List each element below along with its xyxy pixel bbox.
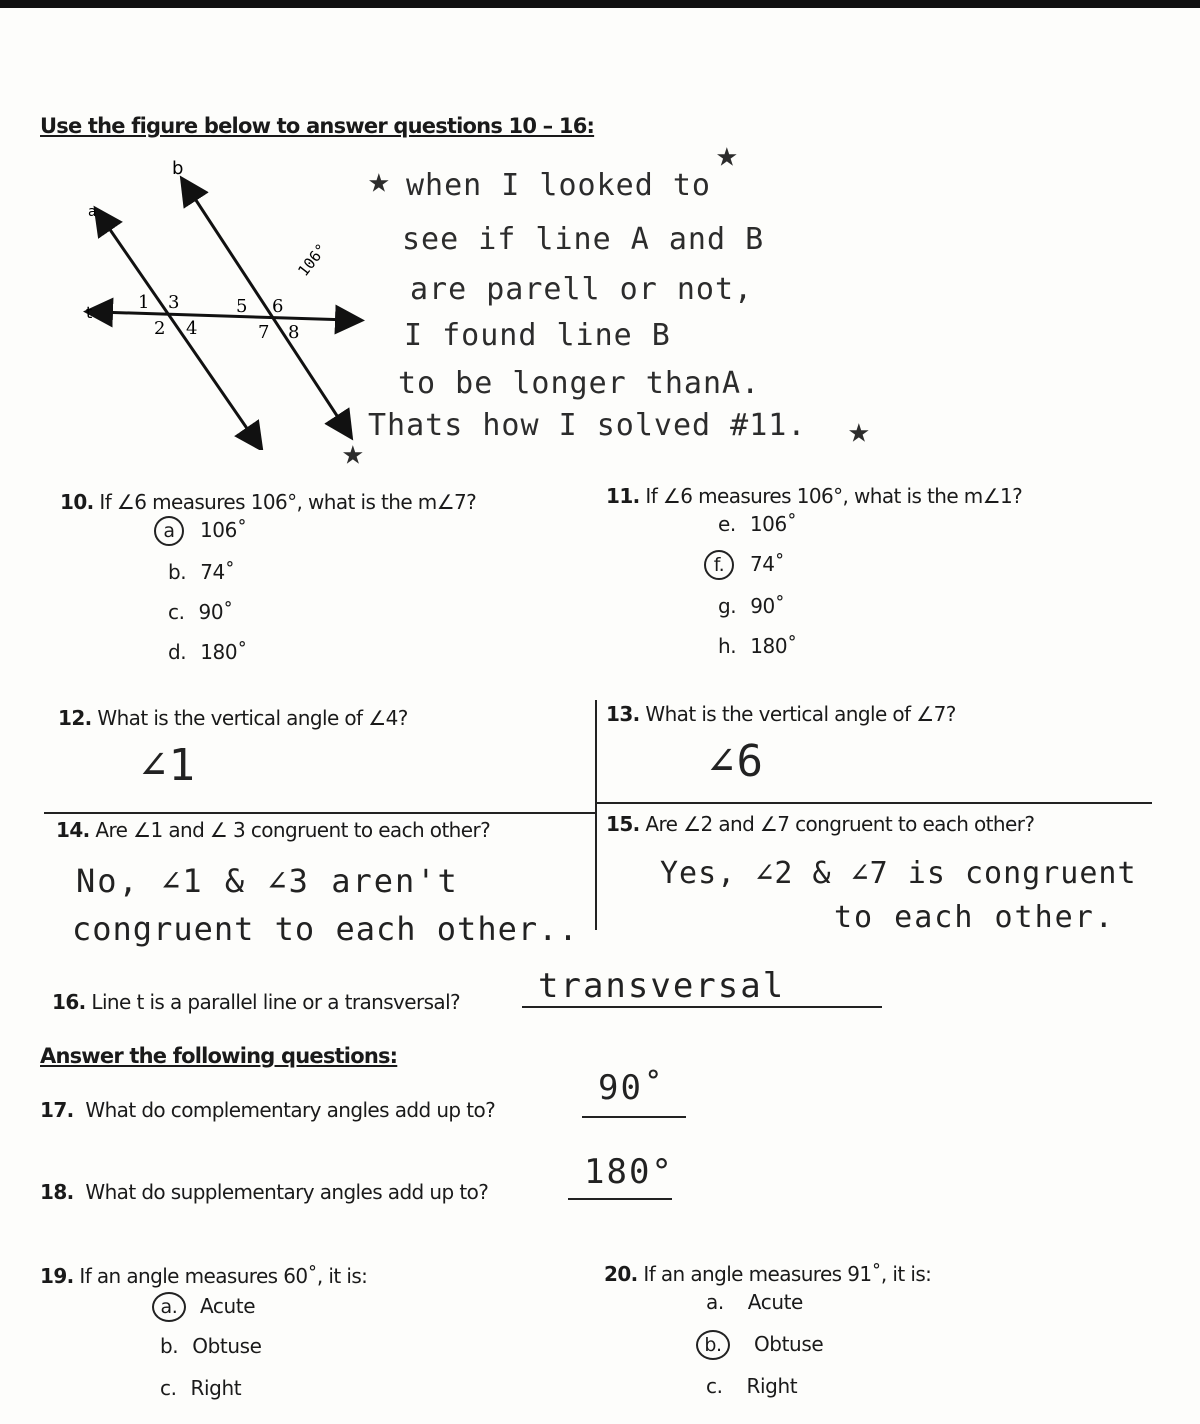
question-number: 12. [58, 706, 92, 730]
circled-letter: b. [696, 1330, 730, 1360]
question-number: 13. [606, 702, 640, 726]
question-16 [52, 990, 460, 1014]
option-value: 90˚ [750, 594, 785, 618]
option-value: Obtuse [192, 1334, 262, 1358]
question-text: Line t is a parallel line or a transversal? [91, 990, 461, 1014]
q10-option-b[interactable] [168, 560, 234, 584]
section-heading-following: Answer the following questions: [40, 1044, 398, 1068]
divider-horizontal-left [44, 812, 596, 814]
angle-label-1: 1 [138, 292, 150, 313]
angle-label-8: 8 [288, 322, 300, 343]
q18-answer-line [568, 1198, 672, 1200]
question-13 [606, 702, 956, 726]
q20-option-a[interactable] [706, 1290, 803, 1314]
q19-option-b[interactable] [160, 1334, 262, 1358]
divider-horizontal-right [596, 802, 1152, 804]
question-text: What is the vertical angle of ∠4? [97, 706, 408, 730]
angle-6-marking: 106° [294, 240, 331, 280]
angle-label-2: 2 [154, 318, 166, 339]
question-text: What is the vertical angle of ∠7? [645, 702, 956, 726]
angle-label-5: 5 [236, 296, 248, 317]
option-value: 106˚ [199, 518, 247, 542]
q11-option-e[interactable] [718, 512, 796, 536]
option-value: 180˚ [750, 634, 797, 658]
question-17 [40, 1098, 495, 1122]
line-b [188, 188, 345, 428]
q19-option-c[interactable] [160, 1376, 241, 1400]
question-text: If ∠6 measures 106°, what is the m∠7? [99, 490, 477, 514]
question-number: 20. [604, 1262, 638, 1286]
option-letter: a. [706, 1290, 724, 1314]
q10-option-d[interactable] [168, 640, 247, 664]
option-value: 180˚ [200, 640, 247, 664]
question-18 [40, 1180, 488, 1204]
q10-option-c[interactable] [168, 600, 233, 624]
q11-option-f[interactable] [704, 550, 784, 580]
q19-option-a[interactable] [152, 1292, 255, 1322]
q16-answer[interactable]: transversal [538, 966, 786, 1006]
q16-answer-line [522, 1006, 882, 1008]
angle-label-4: 4 [186, 318, 198, 339]
option-value: 74˚ [749, 552, 785, 576]
option-letter: b. [160, 1334, 179, 1358]
q15-answer-line-2[interactable]: to each other. [834, 900, 1115, 935]
question-12 [58, 706, 408, 730]
q15-answer-line-1[interactable]: Yes, ∠2 & ∠7 is congruent [660, 856, 1137, 891]
circled-letter: a. [152, 1292, 186, 1322]
label-line-a: a [88, 204, 97, 220]
q17-answer-line [582, 1116, 686, 1118]
option-letter: c. [706, 1374, 723, 1398]
option-letter: c. [168, 600, 185, 624]
question-text: Are ∠2 and ∠7 congruent to each other? [645, 812, 1035, 836]
question-number: 14. [56, 818, 90, 842]
note-line-6: Thats how I solved #11. [368, 408, 807, 443]
question-text: If an angle measures 60˚, it is: [79, 1264, 368, 1288]
question-15 [606, 812, 1034, 836]
parallel-lines-figure [80, 150, 370, 450]
question-number: 10. [60, 490, 94, 514]
question-text: What do complementary angles add up to? [85, 1098, 496, 1122]
question-20 [604, 1262, 931, 1286]
circled-letter: a [154, 516, 184, 546]
q11-option-g[interactable] [718, 594, 784, 618]
circled-letter: f. [704, 550, 734, 580]
q14-answer-line-2[interactable]: congruent to each other.. [72, 910, 579, 948]
option-letter: d. [168, 640, 187, 664]
note-star-1: ★ [368, 160, 391, 201]
question-number: 17. [40, 1098, 74, 1122]
divider-vertical [595, 700, 597, 930]
question-text: If an angle measures 91˚, it is: [643, 1262, 932, 1286]
q13-answer[interactable]: ∠6 [708, 736, 765, 787]
note-line-1: when I looked to [406, 168, 711, 203]
note-star-4: ★ [848, 410, 871, 451]
option-value: 74˚ [200, 560, 235, 584]
q17-answer[interactable]: 90˚ [598, 1068, 666, 1108]
question-10 [60, 490, 476, 514]
label-line-t: t [86, 303, 93, 322]
option-letter: e. [718, 512, 736, 536]
angle-label-3: 3 [168, 292, 180, 313]
question-number: 19. [40, 1264, 74, 1288]
question-11 [606, 484, 1022, 508]
note-line-5: to be longer thanA. [398, 366, 761, 401]
option-letter: g. [718, 594, 737, 618]
question-text: Are ∠1 and ∠ 3 congruent to each other? [95, 818, 491, 842]
line-a [102, 218, 255, 440]
q20-option-c[interactable] [706, 1374, 797, 1398]
question-number: 16. [52, 990, 86, 1014]
option-letter: h. [718, 634, 737, 658]
option-value: Acute [199, 1294, 256, 1318]
option-letter: b. [168, 560, 187, 584]
question-number: 18. [40, 1180, 74, 1204]
section-heading-figure: Use the figure below to answer questions 10 – 16: [40, 114, 595, 138]
question-text: If ∠6 measures 106°, what is the m∠1? [645, 484, 1023, 508]
q12-answer[interactable]: ∠1 [140, 740, 197, 791]
question-19 [40, 1264, 367, 1288]
q18-answer[interactable]: 180° [584, 1152, 674, 1192]
option-value: Right [190, 1376, 242, 1400]
question-14 [56, 818, 490, 842]
q10-option-a[interactable] [154, 516, 247, 546]
option-value: Acute [747, 1290, 803, 1314]
note-line-2: see if line A and B [402, 222, 765, 257]
q11-option-h[interactable] [718, 634, 797, 658]
angle-label-7: 7 [258, 322, 270, 343]
option-value: 90˚ [198, 600, 233, 624]
option-value: Right [746, 1374, 798, 1398]
angle-label-6: 6 [272, 296, 284, 317]
question-number: 11. [606, 484, 640, 508]
question-number: 15. [606, 812, 640, 836]
q20-option-b[interactable] [696, 1330, 823, 1360]
note-line-3: are parell or not, [410, 272, 754, 307]
line-t [98, 312, 350, 320]
note-line-4: I found line B [404, 318, 671, 353]
top-border [0, 0, 1200, 8]
q14-answer-line-1[interactable]: No, ∠1 & ∠3 aren't [76, 862, 459, 900]
note-star-3: ★ [342, 432, 365, 473]
note-star-2: ★ [716, 134, 739, 175]
option-letter: c. [160, 1376, 177, 1400]
label-line-b: b [172, 158, 184, 179]
question-text: What do supplementary angles add up to? [85, 1180, 489, 1204]
option-value: 106˚ [749, 512, 797, 536]
option-value: Obtuse [753, 1332, 824, 1356]
